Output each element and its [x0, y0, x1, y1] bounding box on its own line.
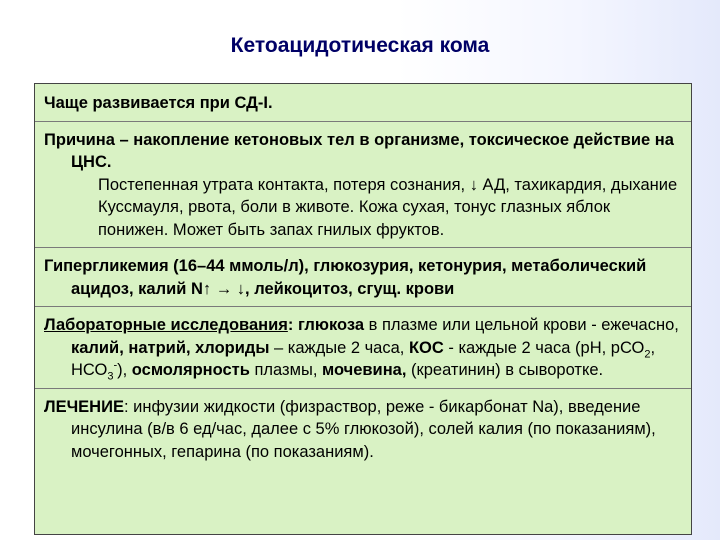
arrow-down-icon: ↓ — [236, 279, 246, 298]
paragraph-lab-tests: Лабораторные исследования: глюкоза в плазме или цельной крови - ежечасно, калий, натрий, хлориды – каждые 2 часа, КОС - каждые 2 часа (рН, рСО$_2$, $НСО_3^-$), осмолярность плазмы, мочевина, (креатинин) в сыворотке. — [44, 316, 679, 383]
paragraph-onset: Чаще развивается при СД-I. — [44, 94, 273, 112]
divider-4 — [35, 388, 691, 389]
content-box — [34, 83, 692, 535]
arrow-right-icon: → — [211, 279, 237, 298]
slide-title: Кетоацидотическая кома — [230, 34, 490, 57]
divider-3 — [35, 306, 691, 307]
treatment-label: ЛЕЧЕНИЕ — [44, 397, 124, 416]
divider-1 — [35, 121, 691, 122]
arrow-down-icon: ↓ — [469, 175, 478, 194]
paragraph-hyperglycemia: Гипергликемия (16–44 ммоль/л), глюкозурия, кетонурия, метаболический ацидоз, калий N↑ → ↓, лейкоцитоз, сгущ. крови — [44, 257, 647, 298]
paragraph-cause — [44, 129, 681, 242]
arrow-up-icon: ↑ — [202, 279, 212, 298]
symptoms-text: Постепенная утрата контакта, потеря сознания, ↓ АД, тахикардия, дыхание Куссмауля, рвота, боли в животе. Кожа сухая, тонус глазных яблок понижен. Может быть запах гнилых фруктов. — [98, 175, 678, 239]
paragraph-treatment: ЛЕЧЕНИЕ: инфузии жидкости (физраствор, реже - бикарбонат Na), введение инсулина (в/в 6 ед/час, далее с 5% глюкозой), солей калия (по показаниям), мочегонных, гепарина (по показаниям). — [44, 397, 656, 461]
divider-2 — [35, 247, 691, 248]
cause-text: Причина – накопление кетоновых тел в организме, токсическое действие на ЦНС. — [44, 130, 674, 171]
lab-label: Лабораторные исследования — [44, 316, 288, 334]
